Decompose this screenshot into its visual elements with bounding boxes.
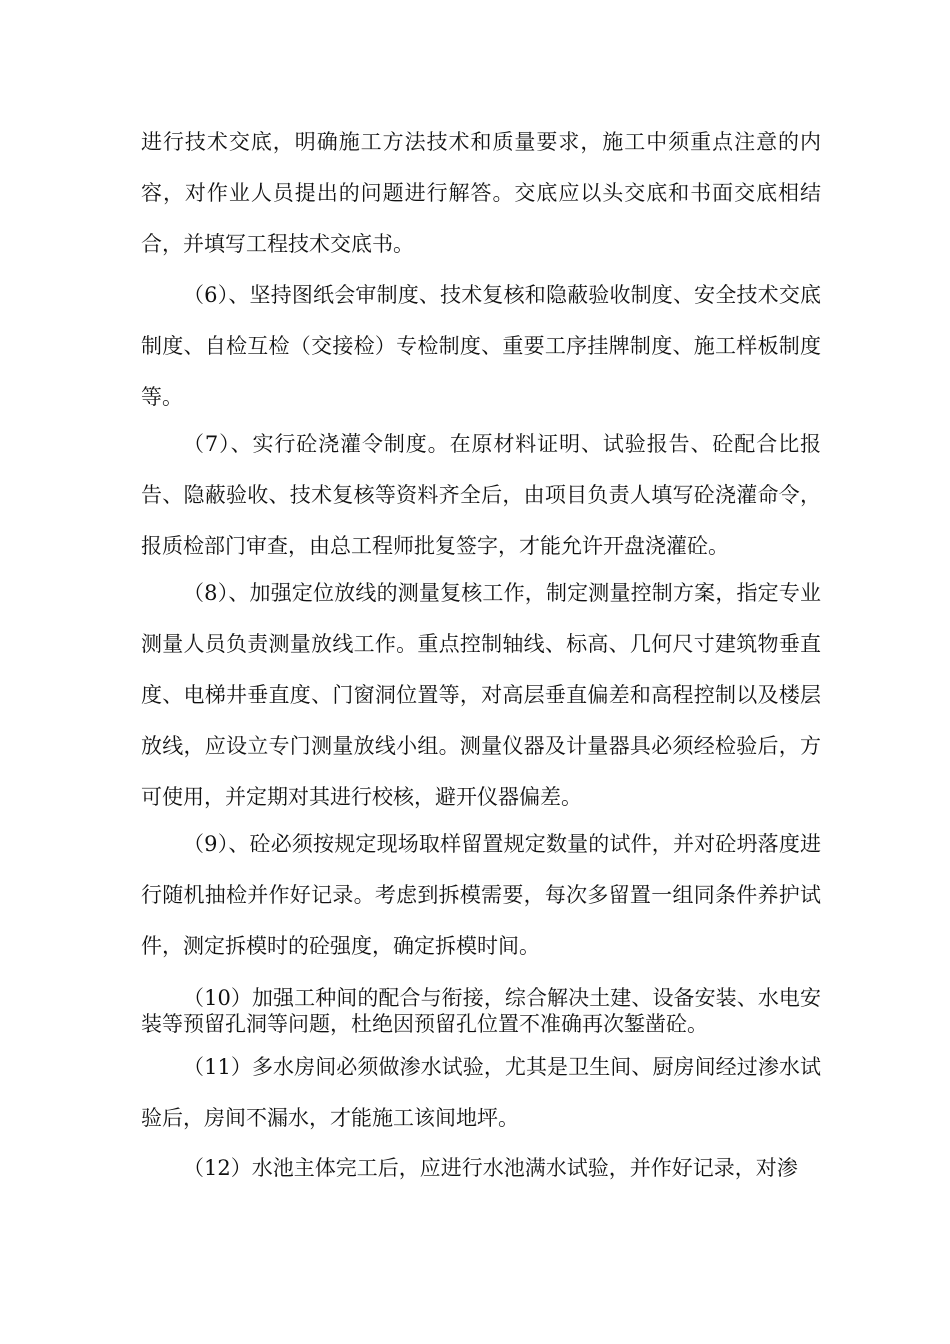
paragraph-item-11: （11）多水房间必须做渗水试验，尤其是卫生间、厨房间经过渗水试验后，房间不漏水，才能施工该间地坪。 [141,1055,821,1130]
paragraph-item-8: （8）、加强定位放线的测量复核工作，制定测量控制方案，指定专业测量人员负责测量放线工作。重点控制轴线、标高、几何尺寸建筑物垂直度、电梯井垂直度、门窗洞位置等，对高层垂直偏差和高程控制以及楼层放线，应设立专门测量放线小组。测量仪器及计量器具必须经检验后，方可使用，并定期对其进行校核，避开仪器偏差。 [141,581,821,809]
paragraph-item-12: （12）水池主体完工后，应进行水池满水试验，并作好记录，对渗 [183,1156,798,1180]
paragraph-item-7: （7）、实行砼浇灌令制度。在原材料证明、试验报告、砼配合比报告、隐蔽验收、技术复核等资料齐全后，由项目负责人填写砼浇灌命令，报质检部门审查，由总工程师批复签字，才能允许开盘浇灌砼。 [141,432,821,558]
paragraph-item-10: （10）加强工种间的配合与衔接，综合解决土建、设备安装、水电安装等预留孔洞等问题，杜绝因预留孔位置不准确再次錾凿砼。 [141,986,821,1036]
paragraph-item-6: （6）、坚持图纸会审制度、技术复核和隐蔽验收制度、安全技术交底制度、自检互检（交接检）专检制度、重要工序挂牌制度、施工样板制度等。 [141,283,821,409]
paragraph-continued: 进行技术交底，明确施工方法技术和质量要求，施工中须重点注意的内容，对作业人员提出的问题进行解答。交底应以头交底和书面交底相结合，并填写工程技术交底书。 [141,130,821,256]
paragraph-item-9: （9）、砼必须按规定现场取样留置规定数量的试件，并对砼坍落度进行随机抽检并作好记录。考虑到拆模需要，每次多留置一组同条件养护试件，测定拆模时的砼强度，确定拆模时间。 [141,832,821,958]
